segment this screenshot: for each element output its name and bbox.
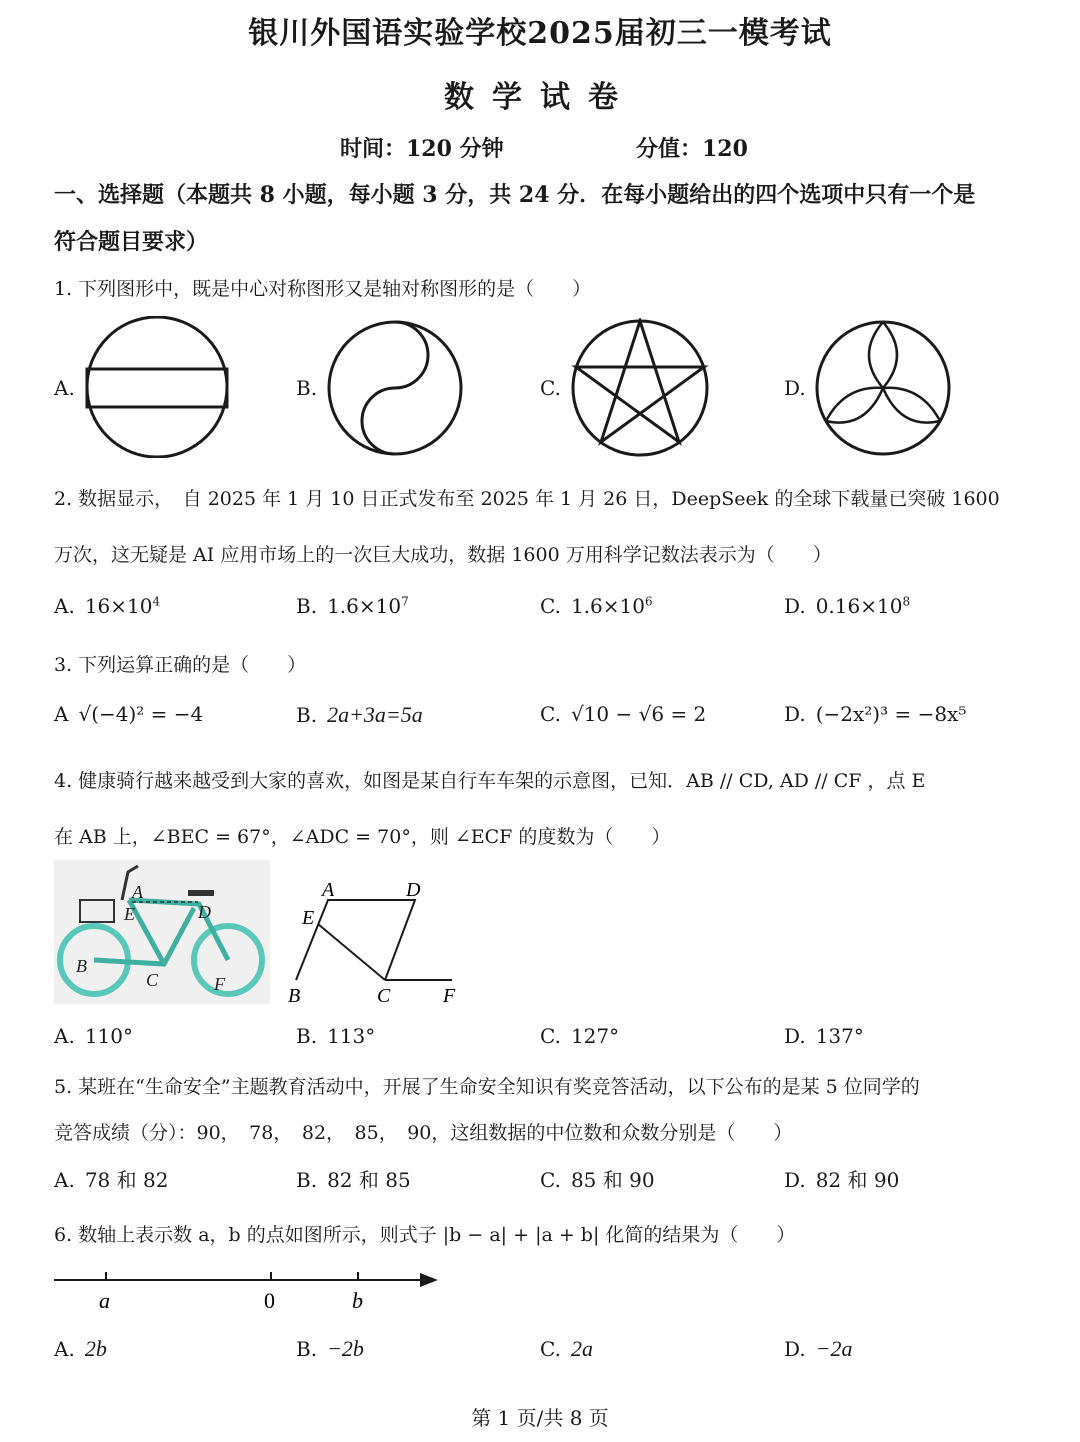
option-text: 82 和 90 bbox=[815, 1168, 900, 1192]
q5-option-d bbox=[784, 1164, 899, 1193]
option-exp: 6 bbox=[644, 594, 653, 609]
option-label: D. bbox=[784, 1337, 806, 1361]
option-exp: 8 bbox=[902, 594, 911, 609]
option-text: −2a bbox=[815, 1336, 853, 1361]
option-text: 113° bbox=[327, 1024, 376, 1048]
option-label: A. bbox=[54, 594, 75, 618]
label-b: B bbox=[288, 985, 301, 1007]
q1-stem: 1. 下列图形中，既是中心对称图形又是轴对称图形的是（ ） bbox=[54, 278, 592, 300]
q4-option-c bbox=[540, 1024, 619, 1048]
bike-label-e: E bbox=[124, 904, 135, 924]
number-line bbox=[50, 1266, 442, 1318]
bike-label-b: B bbox=[76, 956, 87, 976]
option-label: B. bbox=[296, 703, 318, 727]
option-label: D. bbox=[784, 594, 806, 618]
option-exp: 7 bbox=[401, 594, 409, 609]
option-label: A. bbox=[54, 1168, 75, 1192]
q1-figure-d bbox=[815, 320, 951, 456]
axis-arrow bbox=[420, 1273, 438, 1287]
bike-label-f: F bbox=[214, 974, 225, 994]
option-text: √(−4)² = −4 bbox=[78, 702, 204, 726]
figure-d-petal-right bbox=[883, 388, 940, 423]
label-f: F bbox=[443, 985, 456, 1007]
q6-option-d bbox=[784, 1336, 853, 1362]
option-text: 110° bbox=[84, 1024, 133, 1048]
option-label: C. bbox=[540, 1168, 561, 1192]
option-label: A bbox=[54, 702, 69, 726]
q1-option-b-label: B. bbox=[296, 376, 318, 400]
q4-option-b bbox=[296, 1024, 375, 1048]
option-text: −2b bbox=[327, 1336, 364, 1361]
bike-seat bbox=[188, 890, 214, 896]
q2-stem-line1: 2. 数据显示， 自 2025 年 1 月 10 日正式发布至 2025 年 1 月 26 日，DeepSeek 的全球下载量已突破 1600 bbox=[54, 488, 1000, 510]
option-label: B. bbox=[296, 1024, 318, 1048]
option-label: B. bbox=[296, 1168, 318, 1192]
figure-a-rectangle bbox=[87, 369, 227, 407]
section-heading-line1: 一、选择题（本题共 8 小题，每小题 3 分，共 24 分．在每小题给出的四个选项中只有一个是 bbox=[54, 182, 976, 208]
q4-option-a bbox=[54, 1024, 133, 1048]
figure-d-petal-top bbox=[869, 322, 897, 388]
option-label: B. bbox=[296, 594, 318, 618]
time-limit: 时间：120 分钟 bbox=[340, 136, 504, 162]
total-score: 分值：120 bbox=[636, 136, 748, 162]
bike-basket bbox=[80, 900, 114, 922]
q1-figure-b bbox=[327, 320, 463, 456]
segment-e-c bbox=[318, 924, 385, 980]
q3-option-b bbox=[296, 702, 423, 728]
label-c: C bbox=[377, 985, 391, 1007]
label-e: E bbox=[302, 907, 315, 929]
q5-option-b bbox=[296, 1164, 411, 1193]
figure-d-petal-left bbox=[826, 388, 883, 423]
option-coef: 0.16×10 bbox=[815, 594, 903, 618]
option-text: 127° bbox=[570, 1024, 620, 1048]
label-a: A bbox=[322, 879, 335, 901]
q2-stem-line2: 万次，这无疑是 AI 应用市场上的一次巨大成功，数据 1600 万用科学记数法表示为（ ） bbox=[54, 544, 832, 566]
q4-option-d bbox=[784, 1024, 864, 1048]
option-label: A. bbox=[54, 1337, 75, 1361]
option-label: A. bbox=[54, 1024, 75, 1048]
q5-stem-line1: 5. 某班在“生命安全”主题教育活动中，开展了生命安全知识有奖竞答活动，以下公布的是某 5 位同学的 bbox=[54, 1076, 920, 1098]
option-exp: 4 bbox=[152, 594, 161, 609]
q6-stem: 6. 数轴上表示数 a，b 的点如图所示，则式子 |b − a| + |a + b| 化简的结果为（ ） bbox=[54, 1224, 796, 1246]
figure-b-s-curve bbox=[362, 322, 428, 454]
q6-option-a bbox=[54, 1336, 107, 1362]
option-text: 2a+3a=5a bbox=[327, 702, 423, 727]
option-coef: 16×10 bbox=[84, 594, 153, 618]
option-label: D. bbox=[784, 1024, 806, 1048]
option-text: 2b bbox=[84, 1336, 107, 1361]
bike-label-d: D bbox=[198, 902, 211, 922]
q5-option-a bbox=[54, 1164, 168, 1193]
section-heading-line2: 符合题目要求） bbox=[54, 229, 209, 255]
q6-option-c bbox=[540, 1336, 593, 1362]
page-number: 第 1 页/共 8 页 bbox=[471, 1406, 609, 1430]
q2-option-b bbox=[296, 594, 409, 618]
q4-stem-line1: 4. 健康骑行越来越受到大家的喜欢，如图是某自行车车架的示意图，已知．AB // CD, AD // CF ，点 E bbox=[54, 770, 926, 792]
bike-label-a: A bbox=[132, 882, 143, 902]
option-label: B. bbox=[296, 1337, 318, 1361]
option-text: (−2x²)³ = −8x⁵ bbox=[815, 702, 967, 726]
axis-label-b: b bbox=[352, 1288, 363, 1313]
option-label: D. bbox=[784, 702, 806, 726]
label-d: D bbox=[406, 879, 421, 901]
figure-a-circle bbox=[87, 317, 227, 457]
exam-title: 银川外国语实验学校2025届初三一模考试 bbox=[248, 16, 832, 51]
axis-label-0: 0 bbox=[264, 1288, 275, 1313]
q1-option-c-label: C. bbox=[540, 376, 561, 400]
bicycle-photo bbox=[54, 860, 270, 1004]
option-coef: 1.6×10 bbox=[570, 594, 645, 618]
option-label: C. bbox=[540, 1024, 561, 1048]
q4-stem-line2: 在 AB 上，∠BEC = 67°，∠ADC = 70°，则 ∠ECF 的度数为（ ） bbox=[54, 826, 671, 848]
option-text: 2a bbox=[570, 1336, 593, 1361]
q1-option-d-label: D. bbox=[784, 376, 806, 400]
q1-option-a-label: A. bbox=[54, 376, 75, 400]
option-text: 78 和 82 bbox=[84, 1168, 169, 1192]
q2-option-c bbox=[540, 594, 653, 618]
q1-figure-a bbox=[84, 316, 232, 458]
q3-option-d bbox=[784, 702, 966, 726]
option-label: C. bbox=[540, 1337, 561, 1361]
q5-stem-line2: 竞答成绩（分）：90， 78， 82， 85， 90，这组数据的中位数和众数分别是（ ） bbox=[54, 1122, 793, 1144]
figure-c-circle bbox=[573, 321, 707, 455]
option-text: 137° bbox=[815, 1024, 864, 1048]
option-label: D. bbox=[784, 1168, 806, 1192]
option-label: C. bbox=[540, 702, 561, 726]
option-text: √10 − √6 = 2 bbox=[570, 702, 707, 726]
q3-option-a bbox=[54, 702, 203, 726]
q2-option-d bbox=[784, 594, 910, 618]
q4-geometry-figure bbox=[280, 870, 470, 1010]
q3-option-c bbox=[540, 702, 706, 726]
axis-label-a: a bbox=[99, 1288, 110, 1313]
q2-option-a bbox=[54, 594, 160, 618]
option-label: C. bbox=[540, 594, 561, 618]
q1-figure-c bbox=[570, 318, 710, 458]
bike-label-c: C bbox=[146, 970, 159, 990]
q6-option-b bbox=[296, 1336, 364, 1362]
q5-option-c bbox=[540, 1164, 655, 1193]
q3-stem: 3. 下列运算正确的是（ ） bbox=[54, 654, 307, 676]
paper-subtitle: 数学试卷 bbox=[444, 80, 636, 115]
option-text: 85 和 90 bbox=[570, 1168, 655, 1192]
option-coef: 1.6×10 bbox=[327, 594, 402, 618]
option-text: 82 和 85 bbox=[327, 1168, 411, 1192]
